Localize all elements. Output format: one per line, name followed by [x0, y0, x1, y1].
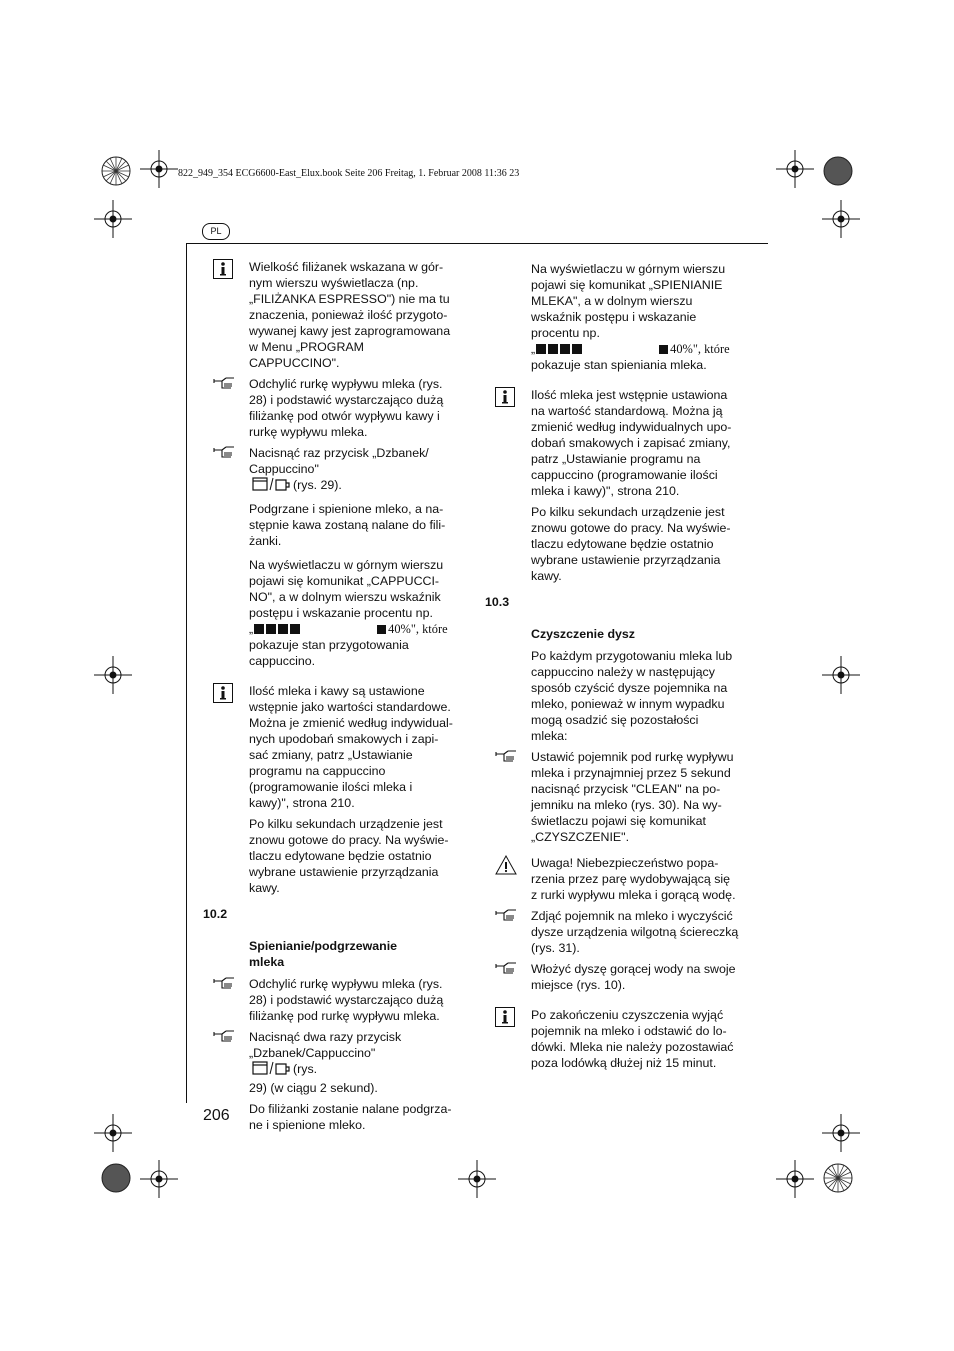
section-heading [203, 906, 478, 970]
crosshair-mark-icon [818, 1110, 864, 1156]
warning-note [485, 855, 760, 903]
pointing-hand-icon [495, 961, 517, 981]
step-text: (rys. 29). [293, 478, 342, 492]
crosshair-mark-icon [818, 196, 864, 242]
info-text: Wielkość filiżanek wskazana w gór- nym wierszu wyświetlacza (np. „FILIŻANKA ESPRESSO") nie ma tu znaczenia, ponieważ ilość przygoto- wywanej kawy jest zaprogramowana w Menu „PROGRAM CAPPUCCINO". [249, 260, 451, 370]
paragraph-text: pokazuje stan spieniania mleka. [531, 358, 707, 372]
warning-icon [495, 855, 517, 875]
info-note [203, 259, 478, 371]
registration-gray-circle-icon [96, 1158, 136, 1198]
registration-rosette-icon [96, 151, 136, 191]
step-text: Włożyć dyszę gorącej wody na swoje miejsce (rys. 10). [531, 962, 736, 992]
left-column [203, 259, 478, 1138]
crosshair-mark-icon [818, 652, 864, 698]
paragraph-text: Podgrzane i spienione mleko, a na- stępnie kawa zostaną nalane do fili- żanki. [249, 502, 446, 548]
info-text: Po zakończeniu czyszczenia wyjąć pojemnik na mleko i odstawić do lo- dówki. Mleka nie należy pozostawiać poza lodówką dłużej niż 15 minut. [531, 1008, 734, 1070]
left-rule [186, 243, 187, 1103]
crosshair-mark-icon [772, 146, 818, 192]
instruction-step [485, 749, 760, 845]
section-heading [485, 594, 760, 642]
section-title: Spienianie/podgrzewanie mleka [249, 939, 398, 969]
progress-blocks-icon [536, 341, 584, 357]
step-text: Odchylić rurkę wypływu mleka (rys. 28) i podstawić wystarczająco dużą filiżankę pod rurkę wypływu mleka. [249, 977, 444, 1023]
paragraph-text: Na wyświetlaczu w górnym wierszu pojawi się komunikat „CAPPUCCI- NO", a w dolnym wierszu wskaźnik postępu i wskazanie procentu np. [249, 558, 444, 620]
page-number: 206 [203, 1107, 230, 1124]
crosshair-mark-icon [90, 1110, 136, 1156]
display-example: „ 40%", które [249, 622, 448, 636]
section-title: Czyszczenie dysz [531, 627, 635, 641]
print-info-line: 822_949_354 ECG6600-East_Elux.book Seite 206 Freitag, 1. Februar 2008 11:36 23 [178, 168, 520, 179]
paragraph-text: Po kilku sekundach urządzenie jest znowu gotowe do pracy. Na wyświe- tlaczu edytowane będzie ostatnio wybrane ustawienie przyrządzania kawy. [249, 817, 449, 895]
instruction-step [203, 445, 478, 496]
section-number: 10.2 [203, 907, 228, 921]
display-example: „ 40%", które [531, 342, 730, 356]
pointing-hand-icon [213, 376, 235, 396]
paragraph [203, 501, 478, 549]
progress-block-icon [659, 341, 670, 357]
paragraph [203, 557, 478, 669]
instruction-step [485, 908, 760, 956]
paragraph [485, 648, 760, 744]
instruction-step [203, 376, 478, 440]
registration-gray-circle-icon [818, 151, 858, 191]
pointing-hand-icon [213, 445, 235, 465]
instruction-step [203, 1029, 478, 1096]
step-text: Nacisnąć raz przycisk „Dzbanek/ Cappuccino" [249, 446, 429, 476]
paragraph-text: Po kilku sekundach urządzenie jest znowu gotowe do pracy. Na wyświe- tlaczu edytowane będzie ostatnio wybrane ustawienie przyrządzania kawy. [531, 505, 731, 583]
crosshair-mark-icon [90, 652, 136, 698]
step-text: (rys. 29) (w ciągu 2 sekund). [249, 1062, 378, 1095]
info-text: Ilość mleka i kawy są ustawione wstępnie jako wartości standardowe. Można je zmienić według indywidual- nych upodobań smakowych i zapi- sać zmiany, patrz „Ustawianie programu na cappuccino (programowanie ilości mleka i kawy)", strona 210. [249, 684, 453, 810]
info-text: Ilość mleka jest wstępnie ustawiona na wartość standardową. Można ją zmienić według indywidualnych upo- dobań smakowych i zapisać zmiany, patrz „Ustawianie programu na cappuccino (programowanie ilości mleka i kawy)", strona 210. [531, 388, 732, 498]
language-badge: PL [202, 223, 230, 240]
info-icon [495, 1007, 517, 1027]
warning-text: Uwaga! Niebezpieczeństwo popa- rzenia przez parę wydobywającą się z rurki wypływu mleka i gorącą wodę. [531, 856, 736, 902]
info-icon [495, 387, 517, 407]
step-text: Nacisnąć dwa razy przycisk „Dzbanek/Cappuccino" [249, 1030, 402, 1060]
registration-rosette-icon [818, 1158, 858, 1198]
crosshair-mark-icon [90, 196, 136, 242]
paragraph-text: pokazuje stan przygotowania cappuccino. [249, 638, 409, 668]
pointing-hand-icon [495, 908, 517, 928]
paragraph-text: Do filiżanki zostanie nalane podgrza- ne i spienione mleko. [249, 1102, 452, 1132]
paragraph [485, 504, 760, 584]
paragraph-text: Po każdym przygotowaniu mleka lub cappuccino należy w następujący sposób czyścić dysze pojemnika na mleko, ponieważ w innym wypadku mogą osadzić się pozostałości mleka: [531, 649, 733, 743]
info-note [485, 1007, 760, 1071]
top-rule [186, 243, 768, 244]
section-number: 10.3 [485, 595, 510, 609]
pointing-hand-icon [213, 1029, 235, 1049]
paragraph [203, 1101, 478, 1133]
info-note [203, 683, 478, 811]
jug-cappuccino-icon [252, 1061, 290, 1080]
pointing-hand-icon [495, 749, 517, 769]
paragraph-text: Na wyświetlaczu w górnym wierszu pojawi się komunikat „SPIENIANIE MLEKA", a w dolnym wierszu wskaźnik postępu i wskazanie procentu np. [531, 262, 726, 340]
step-text: Ustawić pojemnik pod rurkę wypływu mleka i przynajmniej przez 5 sekund nacisnąć przycisk "CLEAN" na po- jemniku na mleko (rys. 30). Na wy- świetlaczu pojawi się komunikat „CZYSZCZENIE". [531, 750, 734, 844]
info-icon [213, 259, 235, 279]
pointing-hand-icon [213, 976, 235, 996]
instruction-step [203, 976, 478, 1024]
crosshair-mark-icon [454, 1156, 500, 1202]
crosshair-mark-icon [136, 1156, 182, 1202]
step-text: Zdjąć pojemnik na mleko i wyczyścić dysze urządzenia wilgotną ściereczką (rys. 31). [531, 909, 739, 955]
jug-cappuccino-icon [252, 477, 290, 496]
progress-blocks-icon [254, 621, 302, 637]
info-icon [213, 683, 235, 703]
info-note [485, 387, 760, 499]
crosshair-mark-icon [772, 1156, 818, 1202]
paragraph [485, 261, 760, 373]
progress-block-icon [377, 621, 388, 637]
crosshair-mark-icon [136, 146, 182, 192]
paragraph [203, 816, 478, 896]
step-text: Odchylić rurkę wypływu mleka (rys. 28) i podstawić wystarczająco dużą filiżankę pod otwór wypływu kawy i rurkę wypływu mleka. [249, 377, 444, 439]
right-column [485, 261, 760, 1076]
instruction-step [485, 961, 760, 993]
